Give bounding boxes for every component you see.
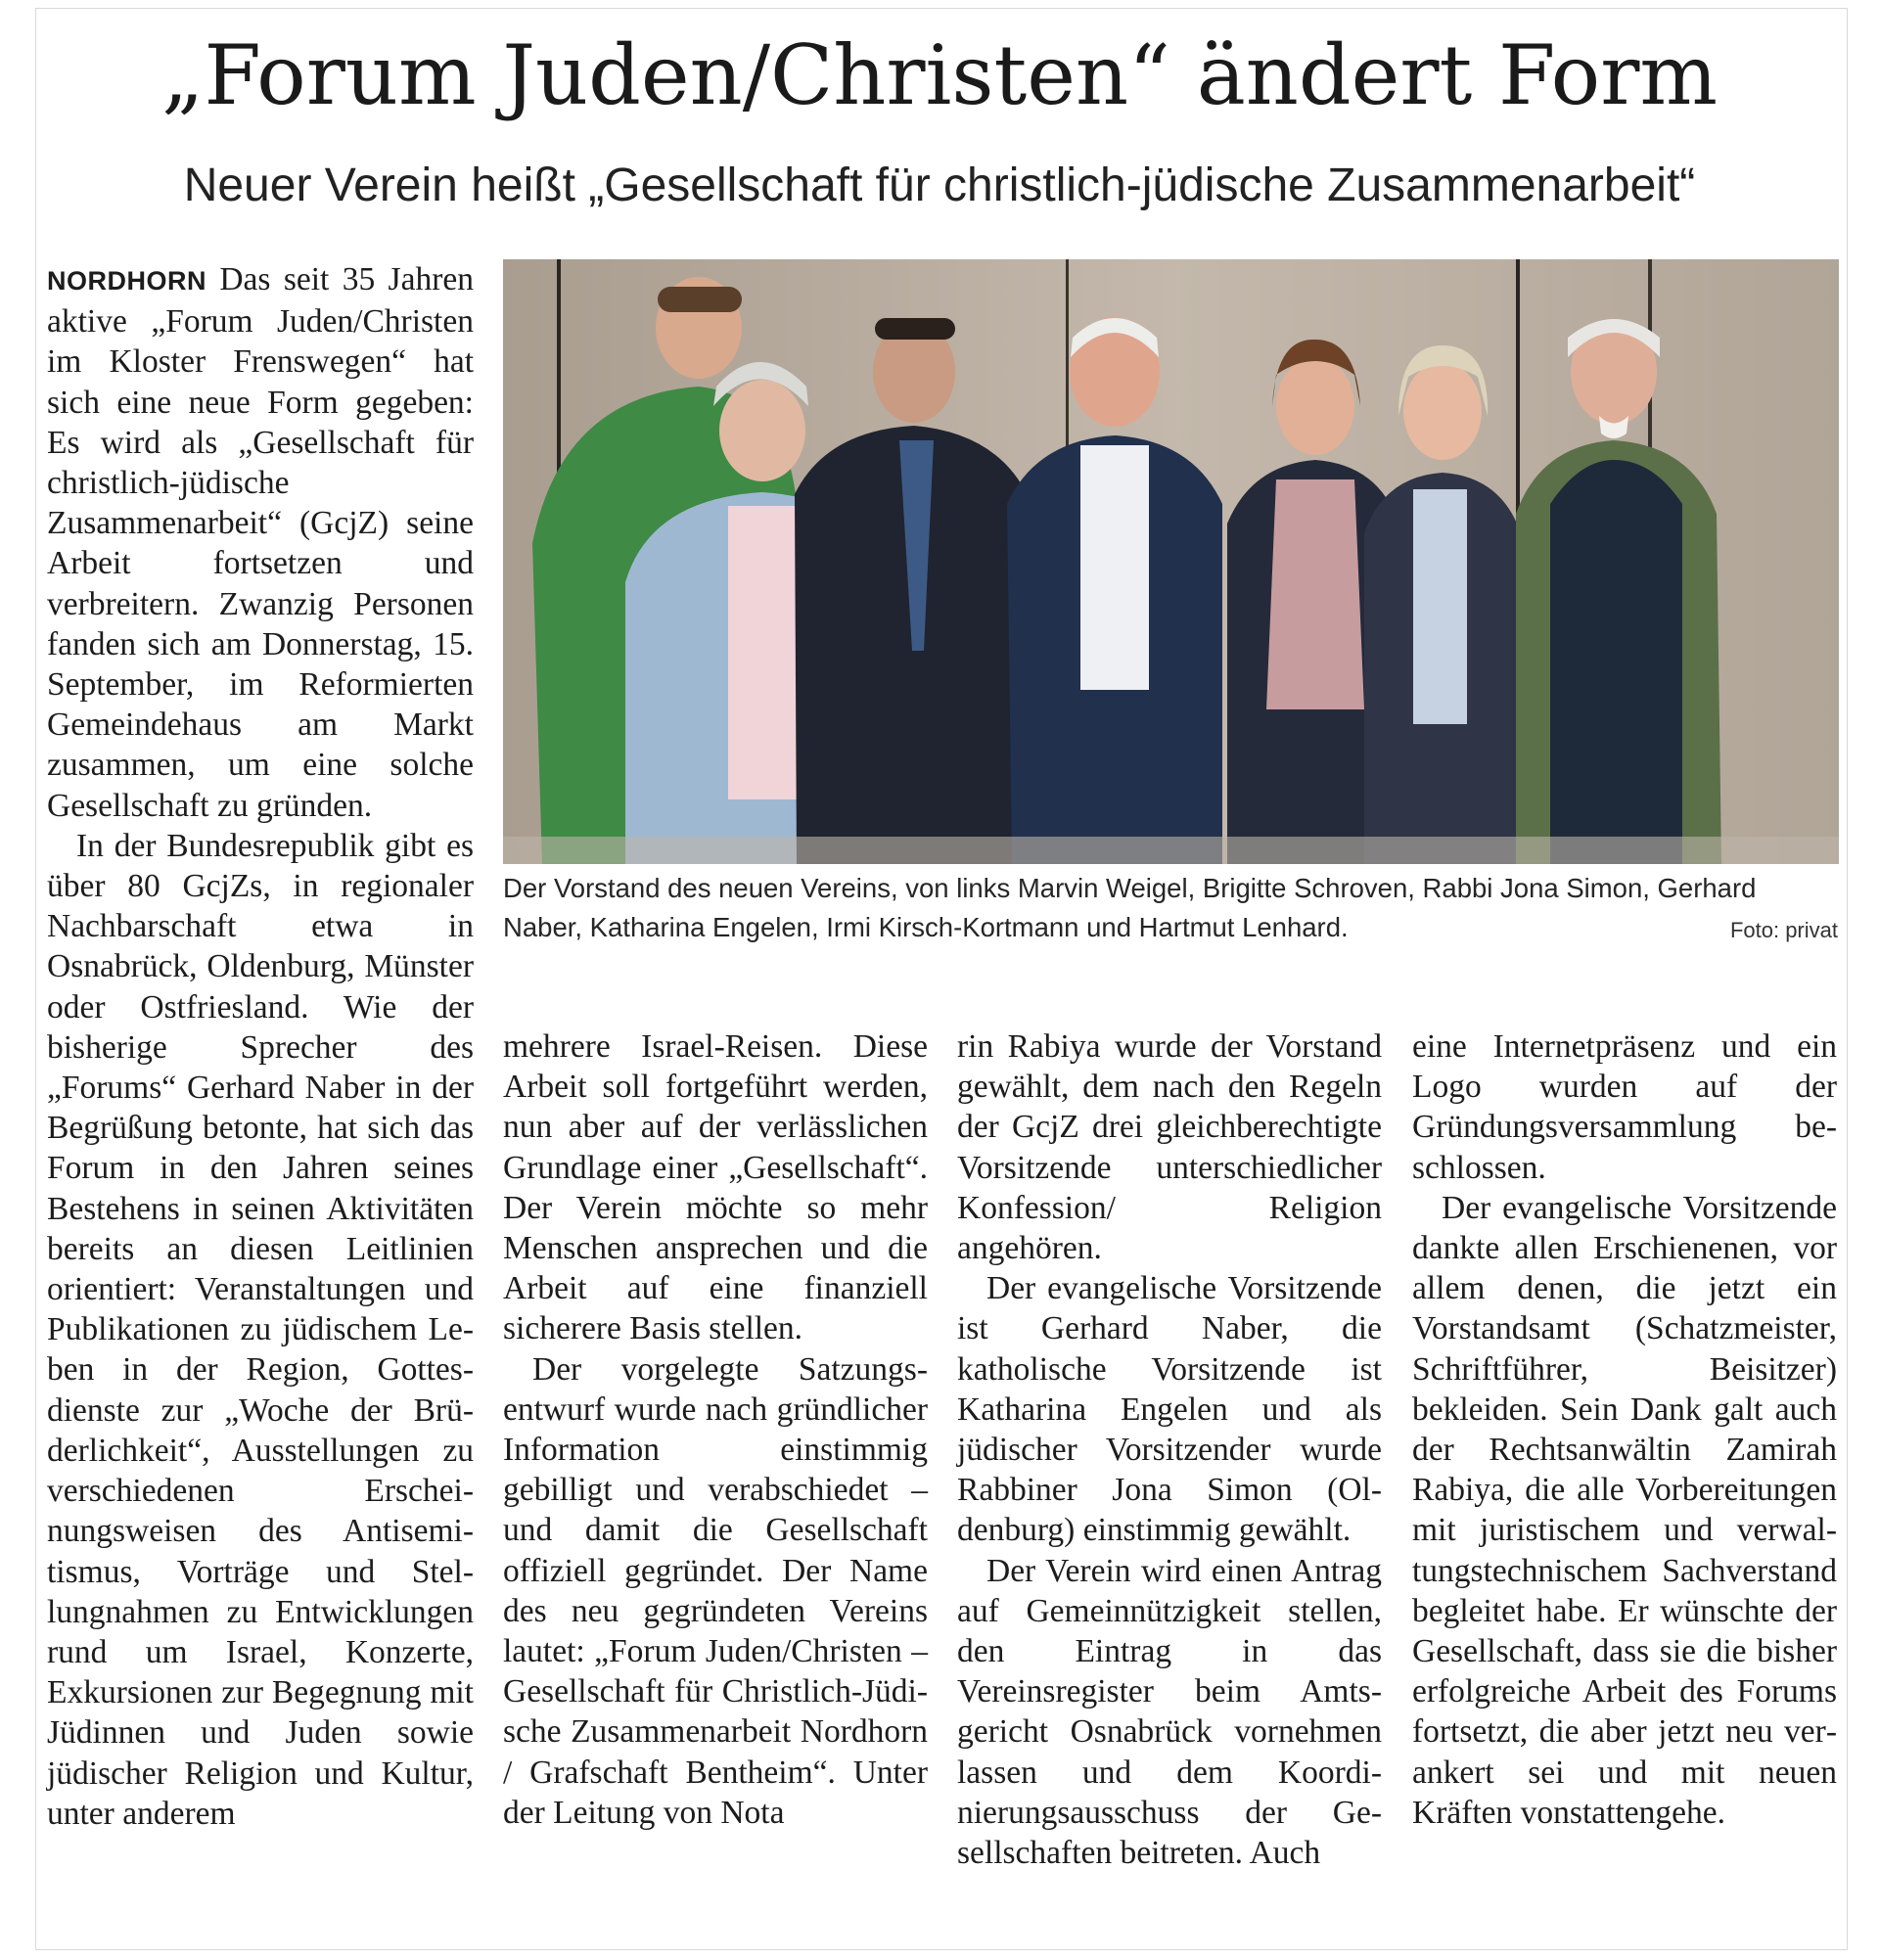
article-paragraph: NORDHORN Das seit 35 Jahren aktive „Forum Juden/Christen im Kloster Frenswegen“ hat sich eine neue Form gegeben: Es wird als „Gesellschaft für christlich-jüdische Zusammenarbeit“ (GcjZ) seine Arbeit fortsetzen und verbreitern. Zwanzig Personen fanden sich am Donnerstag, 15. September, im Reformierten Gemeindehaus am Markt zusammen, um eine solche Gesellschaft zu gründen.: [47, 261, 474, 824]
article-paragraph: Der Verein wird einen Antrag auf Gemeinnützigkeit stellen, den Eintrag in das Vereinsregister beim Amtsgericht Osnabrück vornehmen lassen und dem Koordinierungsausschuss der Gesellschaften beitreten. Auch: [957, 1552, 1382, 1872]
article-paragraph: rin Rabiya wurde der Vorstand gewählt, dem nach den Regeln der GcjZ drei gleichberechtigte Vorsitzende unterschiedlicher Konfession/ Religion angehören.: [957, 1028, 1382, 1267]
article-column-3: [957, 1026, 1382, 1873]
article-paragraph: In der Bundesrepublik gibt es über 80 GcjZs, in regionaler Nachbarschaft etwa in Osnabrück, Oldenburg, Münster oder Ostfriesland. Wie der bisherige Sprecher des „Forums“ Gerhard Naber in der Begrüßung betonte, hat sich das Forum in den Jahren seines Bestehens in seinen Aktivitäten bereits an diesen Leitlinien orientiert: Veranstaltungen und Publikationen zu jüdischem Leben in der Region, Gottesdienste zur „Woche der Brüderlichkeit“, Ausstellungen zu verschiedenen Erscheinungsweisen des Antisemitismus, Vorträge und Stellungnahmen zu Entwicklungen rund um Israel, Konzerte, Exkursionen zur Begegnung mit Jüdinnen und Juden sowie jüdischer Religion und Kultur, unter anderem: [47, 827, 474, 1832]
article-paragraph: eine Internetpräsenz und ein Logo wurden auf der Gründungsversammlung beschlossen.: [1412, 1028, 1837, 1186]
article-paragraph: Der evangelische Vorsitzende dankte allen Erschienenen, vor allem denen, die jetzt ein Vorstandsamt (Schatzmeister, Schriftführer, Beisitzer) bekleiden. Sein Dank galt auch der Rechtsanwältin Zamirah Rabiya, die alle Vorbereitungen mit juristischem und verwaltungstechnischem Sachverstand begleitet habe. Er wünschte der Gesellschaft, dass sie die bisher erfolgreiche Arbeit des Forums fortsetzt, die aber jetzt neu verankert sei und mit neuen Kräften vonstattengehe.: [1412, 1189, 1837, 1831]
photo-caption: Der Vorstand des neuen Vereins, von links Marvin Weigel, Brigitte Schroven, Rabbi Jona Simon, Gerhard Naber, Katharina Engelen, Irmi Kirsch-Kortmann und Hartmut Lenhard.: [503, 873, 1757, 942]
article-column-2: [503, 1026, 928, 1833]
headline: „Forum Juden/Christen“ ändert Form: [160, 27, 1719, 123]
article-paragraph: Der evangelische Vorsitzende ist Gerhard Naber, die katholische Vorsitzende ist Katharina Engelen und als jüdischer Vorsitzender wurde Rabbiner Jona Simon (Oldenburg) einstimmig gewählt.: [957, 1270, 1382, 1549]
article-column-1: [47, 259, 474, 1834]
group-photo-icon: [503, 259, 1839, 864]
article-column-4: [1412, 1026, 1837, 1833]
article-paragraph: Der vorgelegte Satzungsentwurf wurde nach gründlicher Information einstimmig gebilligt und verabschiedet – und damit die Gesellschaft offiziell gegründet. Der Name des neu gegründeten Vereins lautet: „Forum Juden/Christen – Gesellschaft für Christlich-Jüdische Zusammenarbeit Nordhorn / Grafschaft Bentheim“. Unter der Leitung von Nota: [503, 1350, 928, 1831]
group-photo: [503, 259, 1839, 864]
dateline: NORDHORN: [47, 266, 206, 296]
article-paragraph: mehrere Israel-Reisen. Diese Arbeit soll fortgeführt werden, nun aber auf der verlässlichen Grundlage einer „Gesellschaft“. Der Verein möchte so mehr Menschen ansprechen und die Arbeit auf eine finanziell sicherere Basis stellen.: [503, 1028, 928, 1347]
photo-credit: Foto: privat: [1729, 918, 1838, 942]
subheadline: Neuer Verein heißt „Gesellschaft für christlich-jüdische Zusammenarbeit“: [183, 160, 1696, 211]
